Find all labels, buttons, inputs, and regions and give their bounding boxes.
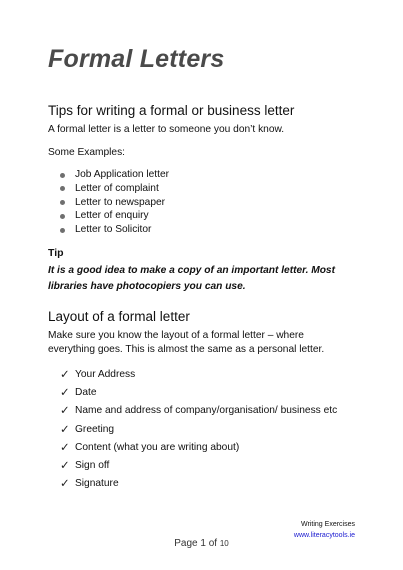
check-icon: ✓ xyxy=(60,369,70,381)
bullet-icon xyxy=(60,200,65,205)
check-icon: ✓ xyxy=(60,478,70,491)
list-item: Letter to Solicitor xyxy=(60,223,169,237)
list-item: ✓ Signature xyxy=(60,475,337,493)
list-item: Job Application letter xyxy=(60,168,169,182)
list-item: Letter to newspaper xyxy=(60,196,169,210)
list-item: ✓ Sign off xyxy=(60,457,337,475)
page-number-prefix: Page 1 of xyxy=(174,538,218,549)
bullet-icon xyxy=(60,173,65,178)
check-icon: ✓ xyxy=(60,387,70,400)
list-item: ✓ Greeting xyxy=(60,421,337,439)
bullet-icon xyxy=(60,186,65,191)
page-number-total: 10 xyxy=(219,539,229,548)
layout-checklist xyxy=(60,366,337,493)
list-item: Letter of enquiry xyxy=(60,209,169,223)
list-item: ✓ Your Address xyxy=(60,366,337,384)
check-icon: ✓ xyxy=(60,423,70,436)
bullet-icon xyxy=(60,228,65,233)
list-item: ✓ Date xyxy=(60,384,337,402)
examples-list xyxy=(60,168,169,237)
bullet-icon xyxy=(60,214,65,219)
page-title: Formal Letters xyxy=(48,45,225,73)
list-item: Letter of complaint xyxy=(60,182,169,196)
page-number xyxy=(0,538,403,549)
list-item: ✓ Content (what you are writing about) xyxy=(60,439,337,457)
tip-label: Tip xyxy=(48,247,64,259)
check-icon: ✓ xyxy=(60,405,70,418)
tip-text: It is a good idea to make a copy of an important letter. Most libraries have photocopiers you can use. xyxy=(48,265,335,292)
examples-label: Some Examples: xyxy=(48,147,126,158)
section-heading-layout: Layout of a formal letter xyxy=(48,309,190,324)
check-icon: ✓ xyxy=(60,441,70,454)
layout-intro-text: Make sure you know the layout of a formal letter – where everything goes. This is almost the same as a personal letter. xyxy=(48,330,325,355)
list-item: ✓ Name and address of company/organisation/ business etc xyxy=(60,402,337,420)
intro-text: A formal letter is a letter to someone you don’t know. xyxy=(48,124,285,135)
footer-label: Writing Exercises xyxy=(301,521,355,528)
check-icon: ✓ xyxy=(60,459,70,472)
footer-site-link[interactable]: www.literacytools.ie xyxy=(293,532,355,539)
section-heading-tips: Tips for writing a formal or business letter xyxy=(48,103,295,118)
